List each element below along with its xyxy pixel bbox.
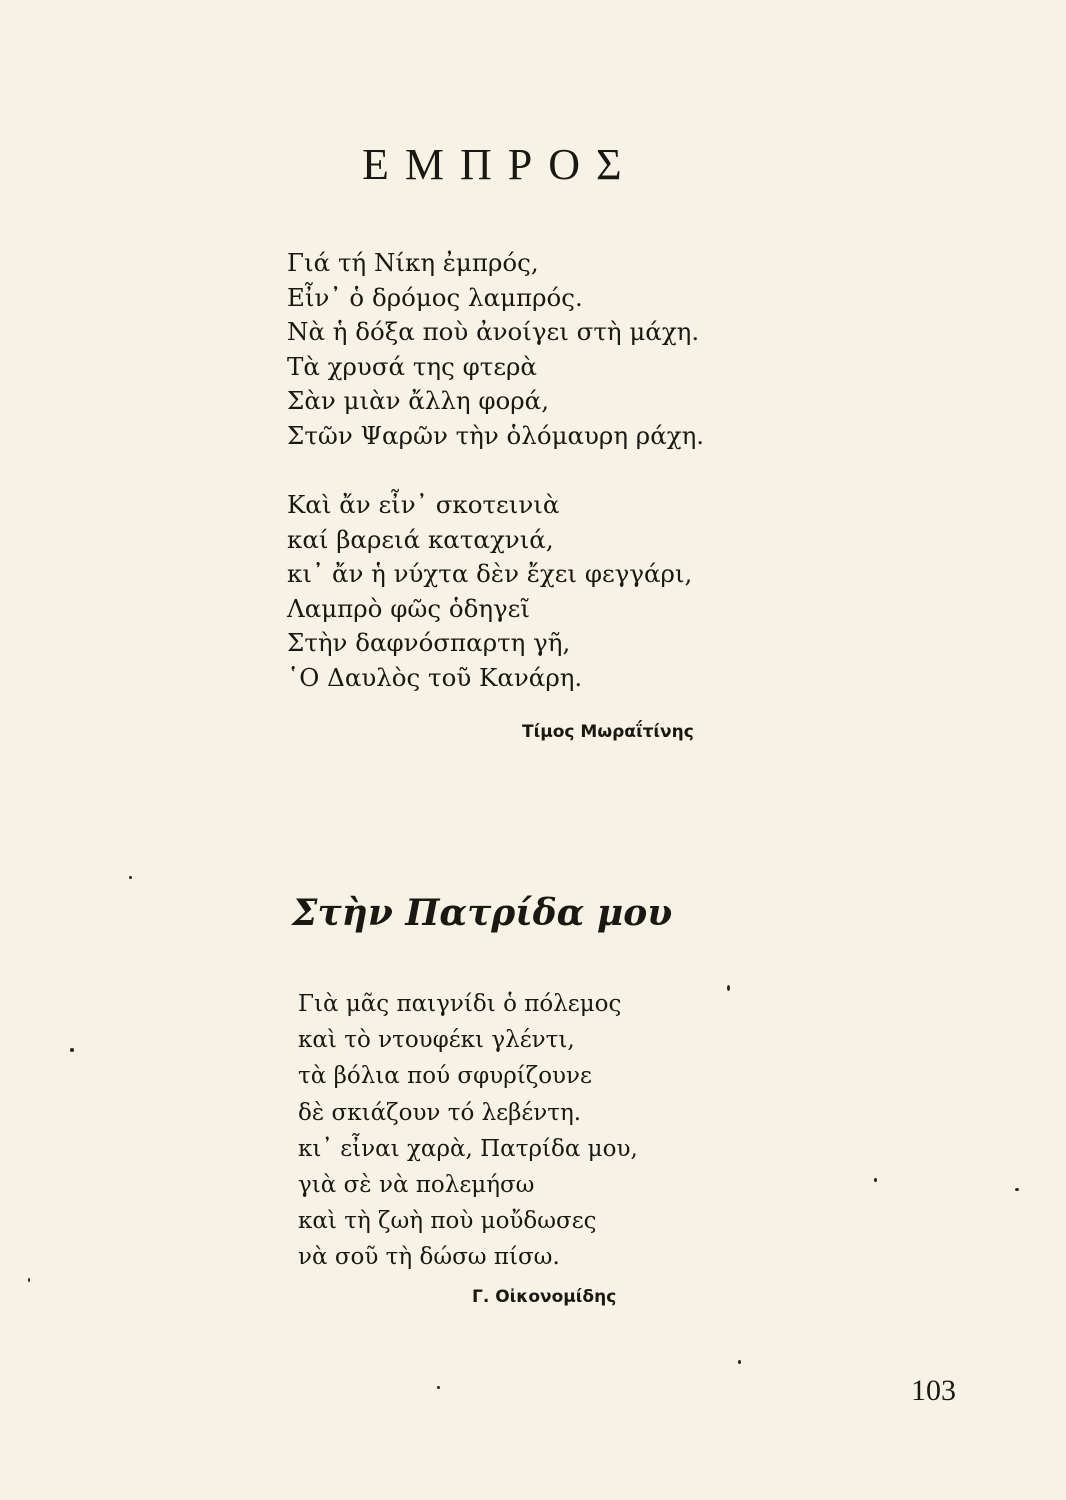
verse-line: γιὰ σὲ νὰ πολεμήσω [298, 1171, 535, 1198]
verse-line: Σὰν μιὰν ἄλλη φορά, [287, 386, 550, 415]
verse-line: Τὰ χρυσά της φτερὰ [287, 351, 537, 381]
verse-line: τὰ βόλια πού σφυρίζουνε [298, 1063, 592, 1090]
scan-speck [70, 1048, 74, 1052]
page-number: 103 [911, 1374, 956, 1407]
verse-line: νὰ σοῦ τὴ δώσω πίσω. [298, 1244, 560, 1271]
verse-line: καὶ τὴ ζωὴ ποὺ μοὔδωσες [298, 1208, 597, 1235]
scan-speck [874, 1178, 877, 1182]
verse-line: Στῶν Ψαρῶν τὴν ὁλόμαυρη ράχη. [287, 420, 705, 450]
poem-title: Στὴν Πατρίδα μου [292, 892, 673, 934]
verse-line: Λαμπρὸ φῶς ὁδηγεῖ [287, 593, 530, 623]
poem-author: Τίμος Μωραΐτίνης [522, 722, 694, 742]
verse-line: Νὰ ἡ δόξα ποὺ ἀνοίγει στὴ μάχη. [287, 317, 700, 346]
poem-stanza [287, 488, 692, 695]
poem-title: ΕΜΠΡΟΣ [362, 140, 638, 189]
scan-speck [129, 876, 132, 879]
verse-line: Γιὰ μᾶς παιγνίδι ὁ πόλεμος [298, 991, 622, 1017]
verse-line: κι᾿ εἶναι χαρὰ, Πατρίδα μου, [298, 1135, 638, 1162]
scan-speck [1015, 1188, 1019, 1191]
verse-line: Γιά τή Νίκη ἐμπρός, [287, 248, 539, 277]
verse-line: καί βαρειά καταχνιά, [287, 524, 554, 554]
verse-line: κι᾿ ἄν ἡ νύχτα δὲν ἔχει φεγγάρι, [287, 559, 693, 588]
scan-speck [738, 1360, 741, 1364]
scan-speck [727, 985, 730, 991]
poem-author: Γ. Οἰκονομίδης [472, 1287, 617, 1307]
poem-stanza [287, 246, 704, 453]
verse-line: δὲ σκιάζουν τό λεβέντη. [298, 1099, 582, 1126]
poem-stanza [298, 986, 638, 1276]
scan-speck [437, 1386, 440, 1389]
verse-line: ῾Ο Δαυλὸς τοῦ Κανάρη. [287, 662, 583, 692]
scan-speck [28, 1278, 30, 1282]
verse-line: Στὴν δαφνόσπαρτη γῆ, [287, 628, 571, 657]
verse-line: Εἶν᾿ ὁ δρόμος λαμπρός. [287, 282, 583, 312]
verse-line: καὶ τὸ ντουφέκι γλέντι, [298, 1027, 575, 1054]
verse-line: Καὶ ἄν εἶν᾿ σκοτεινιὰ [287, 490, 560, 519]
